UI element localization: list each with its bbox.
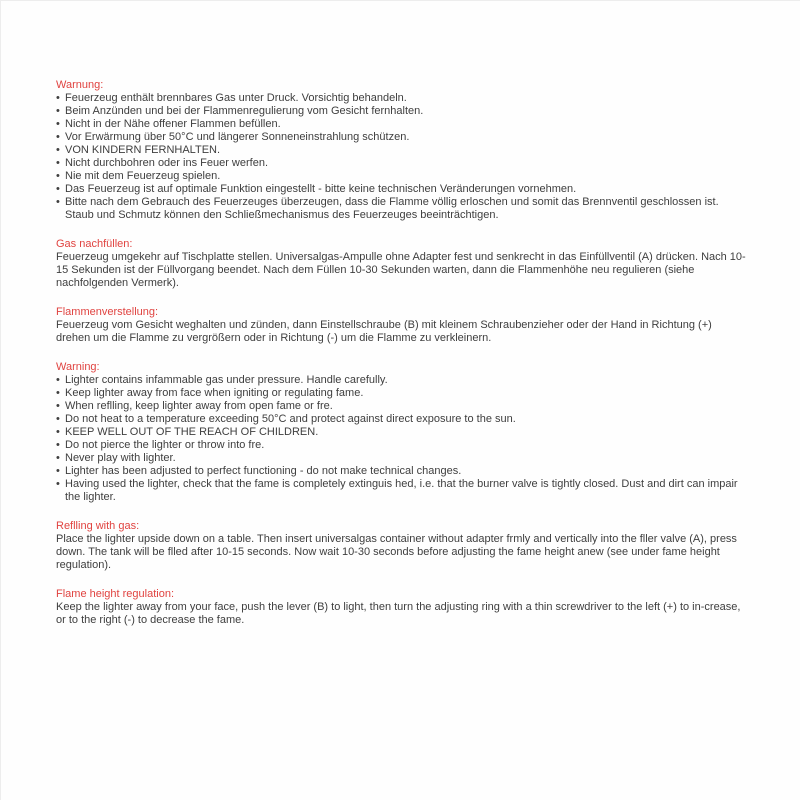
list-item xyxy=(56,400,748,413)
list-item xyxy=(56,105,748,118)
section-heading-refilling-with-gas: Reflling with gas: xyxy=(56,520,140,532)
bullet-icon: • xyxy=(56,118,60,130)
bullet-text: Having used the lighter, check that the fame is completely extinguis hed, i.e. that the burner valve is tightly closed. Dust and dirt can impair the lighter. xyxy=(65,478,738,503)
bullet-icon: • xyxy=(56,183,60,195)
list-item xyxy=(56,157,748,170)
section-heading-gas-nachfuellen: Gas nachfüllen: xyxy=(56,238,133,250)
bullet-icon: • xyxy=(56,196,60,208)
list-item xyxy=(56,465,748,478)
bullet-text: Do not heat to a temperature exceeding 50°C and protect against direct exposure to the sun. xyxy=(65,413,516,425)
bullet-icon: • xyxy=(56,374,60,386)
list-item xyxy=(56,183,748,196)
section-warnung xyxy=(56,79,748,222)
bullet-text: Keep lighter away from face when igniting or regulating fame. xyxy=(65,387,364,399)
instruction-text-block xyxy=(56,79,748,627)
bullet-icon: • xyxy=(56,387,60,399)
list-item xyxy=(56,413,748,426)
section-heading-flammenverstellung: Flammenverstellung: xyxy=(56,306,159,318)
bullet-icon: • xyxy=(56,478,60,490)
bullet-text: KEEP WELL OUT OF THE REACH OF CHILDREN. xyxy=(65,426,319,438)
bullet-text: Feuerzeug enthält brennbares Gas unter Druck. Vorsichtig behandeln. xyxy=(65,92,407,104)
list-item xyxy=(56,131,748,144)
warnung-bullet-list xyxy=(56,92,748,222)
list-item xyxy=(56,170,748,183)
bullet-icon: • xyxy=(56,413,60,425)
paragraph-flammenverstellung: Feuerzeug vom Gesicht weghalten und zünden, dann Einstellschraube (B) mit kleinem Schraubenzieher oder der Hand in Richtung (+) drehen um die Flamme zu vergrößern oder in Richtung (-) um die Flamme zu verkleinern. xyxy=(56,319,712,344)
bullet-text: Das Feuerzeug ist auf optimale Funktion eingestellt - bitte keine technischen Veränderungen vornehmen. xyxy=(65,183,577,195)
bullet-text: Nie mit dem Feuerzeug spielen. xyxy=(65,170,221,182)
bullet-text: Beim Anzünden und bei der Flammenregulierung vom Gesicht fernhalten. xyxy=(65,105,424,117)
section-heading-warning: Warning: xyxy=(56,361,100,373)
section-heading-flame-height-regulation: Flame height regulation: xyxy=(56,588,175,600)
bullet-text: Vor Erwärmung über 50°C und längerer Sonneneinstrahlung schützen. xyxy=(65,131,410,143)
bullet-text: Nicht in der Nähe offener Flammen befüllen. xyxy=(65,118,281,130)
bullet-icon: • xyxy=(56,170,60,182)
bullet-icon: • xyxy=(56,92,60,104)
section-refilling-with-gas xyxy=(56,520,748,572)
section-flammenverstellung xyxy=(56,306,748,345)
section-flame-height-regulation xyxy=(56,588,748,627)
bullet-icon: • xyxy=(56,465,60,477)
list-item xyxy=(56,439,748,452)
paragraph-gas-nachfuellen: Feuerzeug umgekehr auf Tischplatte stellen. Universalgas-Ampulle ohne Adapter fest und senkrecht in das Einfüllventil (A) drücken. Nach 10-15 Sekunden ist der Füllvorgang beendet. Nach dem Füllen 10-30 Sekunden warten, dann die Flammenhöhe neu regulieren (siehe nachfolgenden Vermerk). xyxy=(56,251,746,289)
section-warning xyxy=(56,361,748,504)
bullet-icon: • xyxy=(56,144,60,156)
bullet-text: Lighter contains infammable gas under pressure. Handle carefully. xyxy=(65,374,388,386)
bullet-text: Nicht durchbohren oder ins Feuer werfen. xyxy=(65,157,268,169)
paragraph-refilling-with-gas: Place the lighter upside down on a table. Then insert universalgas container without adapter frmly and vertically into the fller valve (A), press down. The tank will be flled after 10-15 seconds. Now wait 10-30 seconds before adjusting the fame height anew (see under fame height regulation). xyxy=(56,533,737,571)
bullet-icon: • xyxy=(56,400,60,412)
list-item xyxy=(56,196,748,222)
section-heading-warnung: Warnung: xyxy=(56,79,104,91)
bullet-text: Lighter has been adjusted to perfect functioning - do not make technical changes. xyxy=(65,465,462,477)
bullet-icon: • xyxy=(56,452,60,464)
bullet-icon: • xyxy=(56,131,60,143)
section-gas-nachfuellen xyxy=(56,238,748,290)
bullet-icon: • xyxy=(56,157,60,169)
list-item xyxy=(56,452,748,465)
list-item xyxy=(56,118,748,131)
bullet-icon: • xyxy=(56,439,60,451)
bullet-text: Never play with lighter. xyxy=(65,452,176,464)
bullet-text: Bitte nach dem Gebrauch des Feuerzeuges überzeugen, dass die Flamme völlig erloschen und somit das Brennventil geschlossen ist. Staub und Schmutz können den Schließmechanismus des Feuerzeuges beeinträchtigen. xyxy=(65,196,719,221)
bullet-text: When reflling, keep lighter away from open fame or fre. xyxy=(65,400,333,412)
bullet-icon: • xyxy=(56,426,60,438)
list-item xyxy=(56,92,748,105)
list-item xyxy=(56,387,748,400)
bullet-text: Do not pierce the lighter or throw into fre. xyxy=(65,439,265,451)
list-item xyxy=(56,374,748,387)
list-item xyxy=(56,144,748,157)
warning-bullet-list xyxy=(56,374,748,504)
list-item xyxy=(56,426,748,439)
paragraph-flame-height-regulation: Keep the lighter away from your face, push the lever (B) to light, then turn the adjusting ring with a thin screwdriver to the left (+) to in-crease, or to the right (-) to decrease the fame. xyxy=(56,601,741,626)
list-item xyxy=(56,478,748,504)
bullet-icon: • xyxy=(56,105,60,117)
bullet-text: VON KINDERN FERNHALTEN. xyxy=(65,144,221,156)
